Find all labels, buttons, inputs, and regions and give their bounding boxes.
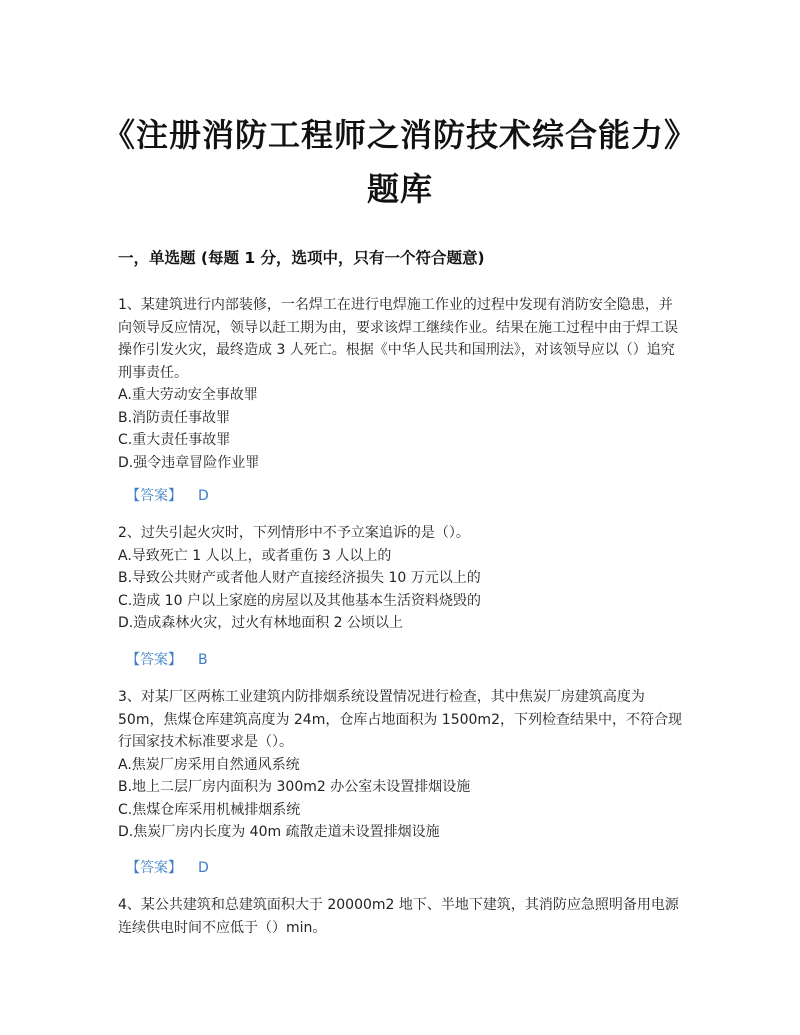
option-b: B.地上二层厂房内面积为 300m2 办公室未设置排烟设施 <box>118 779 471 795</box>
option-a: A.导致死亡 1 人以上，或者重伤 3 人以上的 <box>118 547 392 564</box>
answer-1 <box>126 486 209 506</box>
option-b: B.消防责任事故罪 <box>118 409 231 426</box>
answer-value: B <box>198 652 208 668</box>
question-stem: 1、某建筑进行内部装修，一名焊工在进行电焊施工作业的过程中发现有消防安全隐患，并向领导反应情况，领导以赶工期为由，要求该焊工继续作业。结果在施工过程中由于焊工误操作引发火灾，最终造成 3 人死亡。根据《中华人民共和国刑法》，对该领导应以（）追究刑事责任。 <box>118 297 678 381</box>
answer-value: D <box>198 860 209 876</box>
answer-label: 【答案】 <box>126 860 182 876</box>
answer-label: 【答案】 <box>126 652 182 668</box>
option-a: A.焦炭厂房采用自然通风系统 <box>118 756 300 773</box>
question-4 <box>118 894 684 939</box>
question-2 <box>118 522 684 635</box>
question-3 <box>118 686 684 844</box>
answer-3 <box>126 858 209 878</box>
option-d: D.强令违章冒险作业罪 <box>118 454 260 471</box>
answer-value: D <box>198 488 209 504</box>
option-d: D.焦炭厂房内长度为 40m 疏散走道未设置排烟设施 <box>118 824 440 840</box>
question-stem: 2、过失引起火灾时，下列情形中不予立案追诉的是（）。 <box>118 525 470 541</box>
option-c: C.焦煤仓库采用机械排烟系统 <box>118 801 301 818</box>
option-b: B.导致公共财产或者他人财产直接经济损失 10 万元以上的 <box>118 570 481 586</box>
option-d: D.造成森林火灾，过火有林地面积 2 公顷以上 <box>118 615 404 631</box>
option-c: C.造成 10 户以上家庭的房屋以及其他基本生活资料烧毁的 <box>118 592 481 609</box>
option-c: C.重大责任事故罪 <box>118 432 231 448</box>
section-heading: 一，单选题 (每题 1 分，选项中，只有一个符合题意) <box>118 249 485 267</box>
answer-2 <box>126 650 208 670</box>
question-stem: 4、某公共建筑和总建筑面积大于 20000m2 地下、半地下建筑，其消防应急照明备用电源连续供电时间不应低于（）min。 <box>118 897 679 936</box>
question-1 <box>118 294 684 474</box>
question-stem: 3、对某厂区两栋工业建筑内防排烟系统设置情况进行检查，其中焦炭厂房建筑高度为 50m，焦煤仓库建筑高度为 24m，仓库占地面积为 1500m2，下列检查结果中，不符合现行国家技术标准要求是（）。 <box>118 689 682 750</box>
option-a: A.重大劳动安全事故罪 <box>118 387 258 403</box>
document-title: 《注册消防工程师之消防技术综合能力》题库 <box>102 116 697 208</box>
answer-label: 【答案】 <box>126 488 182 504</box>
